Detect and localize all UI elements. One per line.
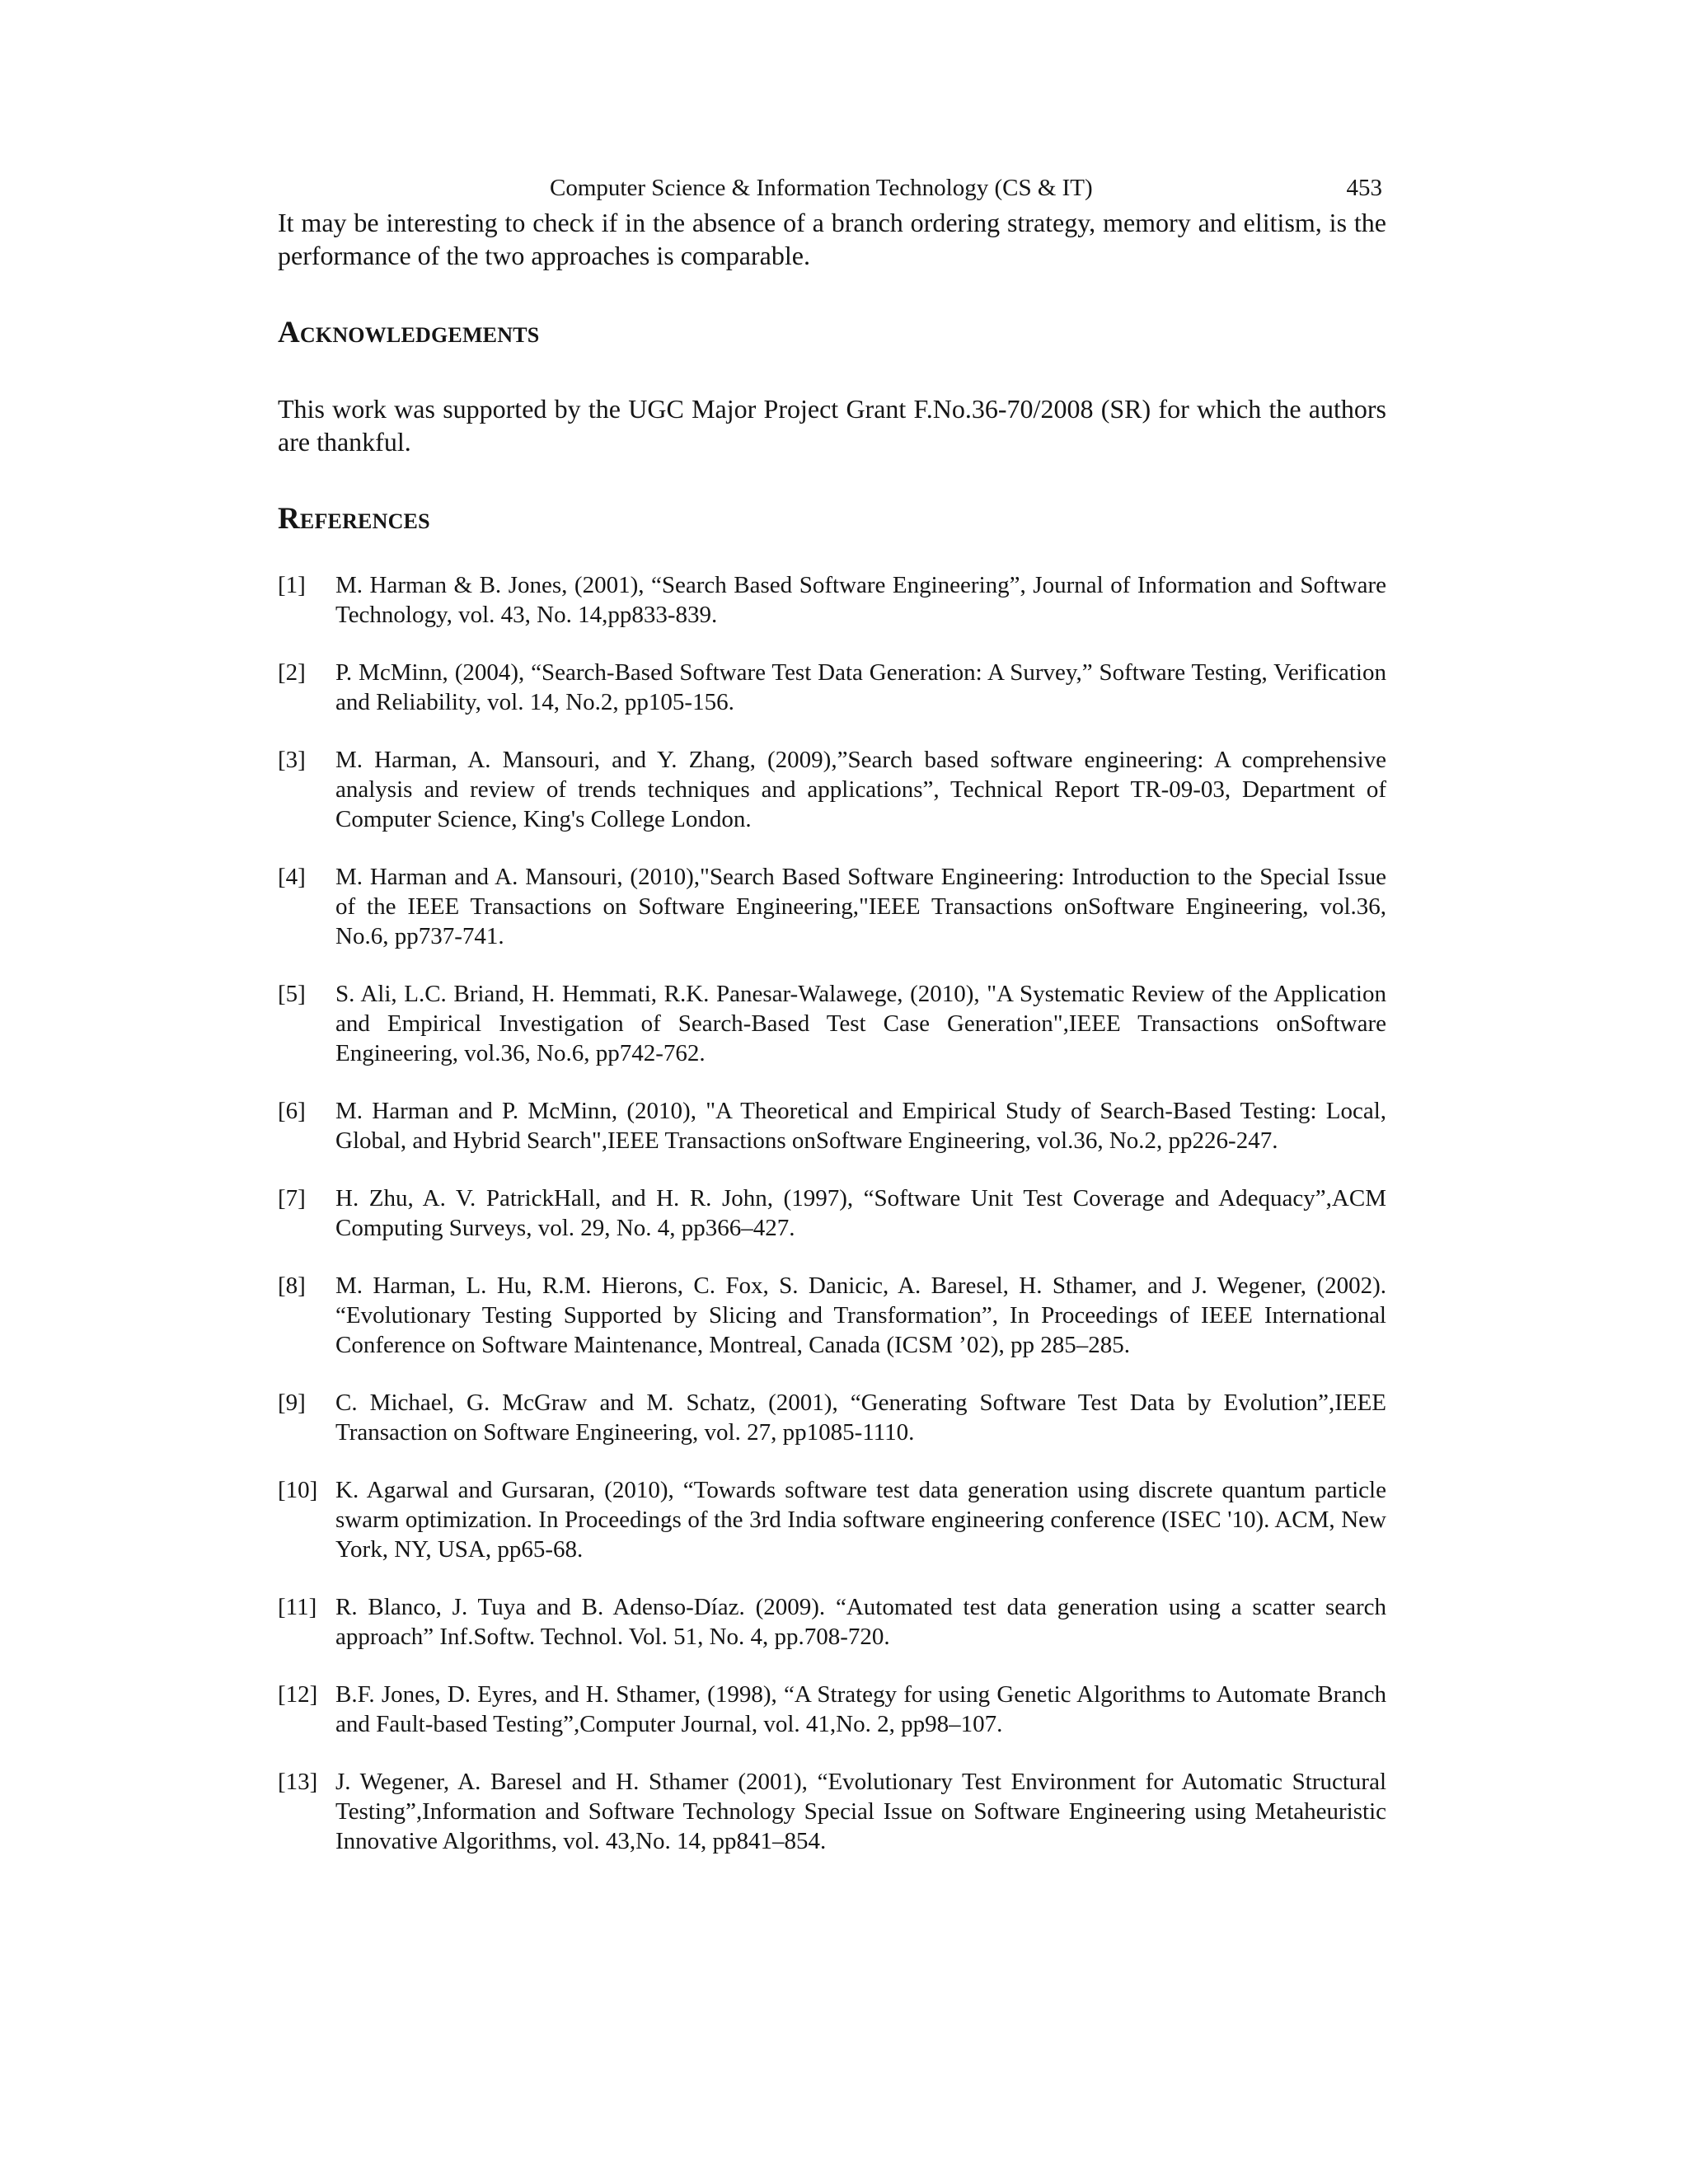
reference-text: M. Harman, A. Mansouri, and Y. Zhang, (2009),”Search based software engineering: A comprehensive analysis and review of trends techniques and applications”, Technical Report TR-09-03, Department of Computer Science, King's College London.	[335, 747, 1386, 832]
reference-text: J. Wegener, A. Baresel and H. Sthamer (2001), “Evolutionary Test Environment for Automatic Structural Testing”,Information and Software Technology Special Issue on Software Engineering using Metaheuristic Innovative Algorithms, vol. 43,No. 14, pp841–854.	[335, 1769, 1386, 1854]
reference-item	[278, 1271, 1386, 1360]
reference-text: M. Harman, L. Hu, R.M. Hierons, C. Fox, S. Danicic, A. Baresel, H. Sthamer, and J. Wegener, (2002). “Evolutionary Testing Supported by Slicing and Transformation”, In Proceedings of IEEE International Conference on Software Maintenance, Montreal, Canada (ICSM ’02), pp 285–285.	[335, 1272, 1386, 1358]
reference-number: [6]	[278, 1098, 306, 1124]
reference-item	[278, 1183, 1386, 1243]
reference-number: [2]	[278, 659, 306, 686]
reference-text: S. Ali, L.C. Briand, H. Hemmati, R.K. Panesar-Walawege, (2010), "A Systematic Review of the Application and Empirical Investigation of Search-Based Test Case Generation",IEEE Transactions onSoftware Engineering, vol.36, No.6, pp742-762.	[335, 981, 1386, 1066]
reference-number: [3]	[278, 747, 306, 773]
reference-text: H. Zhu, A. V. PatrickHall, and H. R. John, (1997), “Software Unit Test Coverage and Adequacy”,ACM Computing Surveys, vol. 29, No. 4, pp366–427.	[335, 1185, 1386, 1241]
reference-number: [13]	[278, 1769, 318, 1795]
reference-item	[278, 1680, 1386, 1739]
acknowledgements-text: This work was supported by the UGC Major Project Grant F.No.36-70/2008 (SR) for which the authors are thankful.	[278, 394, 1386, 457]
reference-item	[278, 1096, 1386, 1155]
reference-text: K. Agarwal and Gursaran, (2010), “Towards software test data generation using discrete quantum particle swarm optimization. In Proceedings of the 3rd India software engineering conference (ISEC '10). ACM, New York, NY, USA, pp65-68.	[335, 1477, 1386, 1563]
reference-item	[278, 1388, 1386, 1447]
reference-number: [8]	[278, 1272, 306, 1299]
reference-item	[278, 658, 1386, 717]
reference-text: M. Harman & B. Jones, (2001), “Search Based Software Engineering”, Journal of Information and Software Technology, vol. 43, No. 14,pp833-839.	[335, 572, 1386, 628]
reference-number: [9]	[278, 1390, 306, 1416]
reference-text: P. McMinn, (2004), “Search-Based Software Test Data Generation: A Survey,” Software Testing, Verification and Reliability, vol. 14, No.2, pp105-156.	[335, 659, 1386, 715]
reference-number: [7]	[278, 1185, 306, 1212]
reference-text: M. Harman and A. Mansouri, (2010),"Search Based Software Engineering: Introduction to the Special Issue of the IEEE Transactions on Software Engineering,"IEEE Transactions onSoftware Engineering, vol.36, No.6, pp737-741.	[335, 864, 1386, 949]
references-heading: References	[278, 502, 430, 536]
reference-text: B.F. Jones, D. Eyres, and H. Sthamer, (1998), “A Strategy for using Genetic Algorithms to Automate Branch and Fault-based Testing”,Computer Journal, vol. 41,No. 2, pp98–107.	[335, 1681, 1386, 1737]
reference-number: [1]	[278, 572, 306, 598]
running-header	[278, 157, 1386, 206]
reference-text: R. Blanco, J. Tuya and B. Adenso-Díaz. (2009). “Automated test data generation using a scatter search approach” Inf.Softw. Technol. Vol. 51, No. 4, pp.708-720.	[335, 1594, 1386, 1650]
reference-number: [11]	[278, 1594, 317, 1620]
journal-title: Computer Science & Information Technology (CS & IT)	[550, 175, 1093, 201]
reference-number: [5]	[278, 981, 306, 1007]
reference-item	[278, 570, 1386, 630]
reference-item	[278, 1592, 1386, 1652]
acknowledgements-heading: Acknowledgements	[278, 316, 540, 349]
reference-number: [4]	[278, 864, 306, 890]
reference-item	[278, 1475, 1386, 1564]
page-number: 453	[1346, 175, 1382, 201]
reference-list	[278, 570, 1386, 1856]
reference-item	[278, 862, 1386, 951]
reference-text: C. Michael, G. McGraw and M. Schatz, (2001), “Generating Software Test Data by Evolution”,IEEE Transaction on Software Engineering, vol. 27, pp1085-1110.	[335, 1390, 1386, 1446]
reference-number: [10]	[278, 1477, 318, 1503]
reference-item	[278, 1767, 1386, 1856]
paper-page	[278, 157, 1386, 1884]
reference-number: [12]	[278, 1681, 318, 1708]
reference-text: M. Harman and P. McMinn, (2010), "A Theoretical and Empirical Study of Search-Based Testing: Local, Global, and Hybrid Search",IEEE Transactions onSoftware Engineering, vol.36, No.2, pp226-247.	[335, 1098, 1386, 1154]
reference-item	[278, 745, 1386, 834]
reference-item	[278, 979, 1386, 1068]
intro-paragraph: It may be interesting to check if in the absence of a branch ordering strategy, memory and elitism, is the performance of the two approaches is comparable.	[278, 208, 1386, 270]
